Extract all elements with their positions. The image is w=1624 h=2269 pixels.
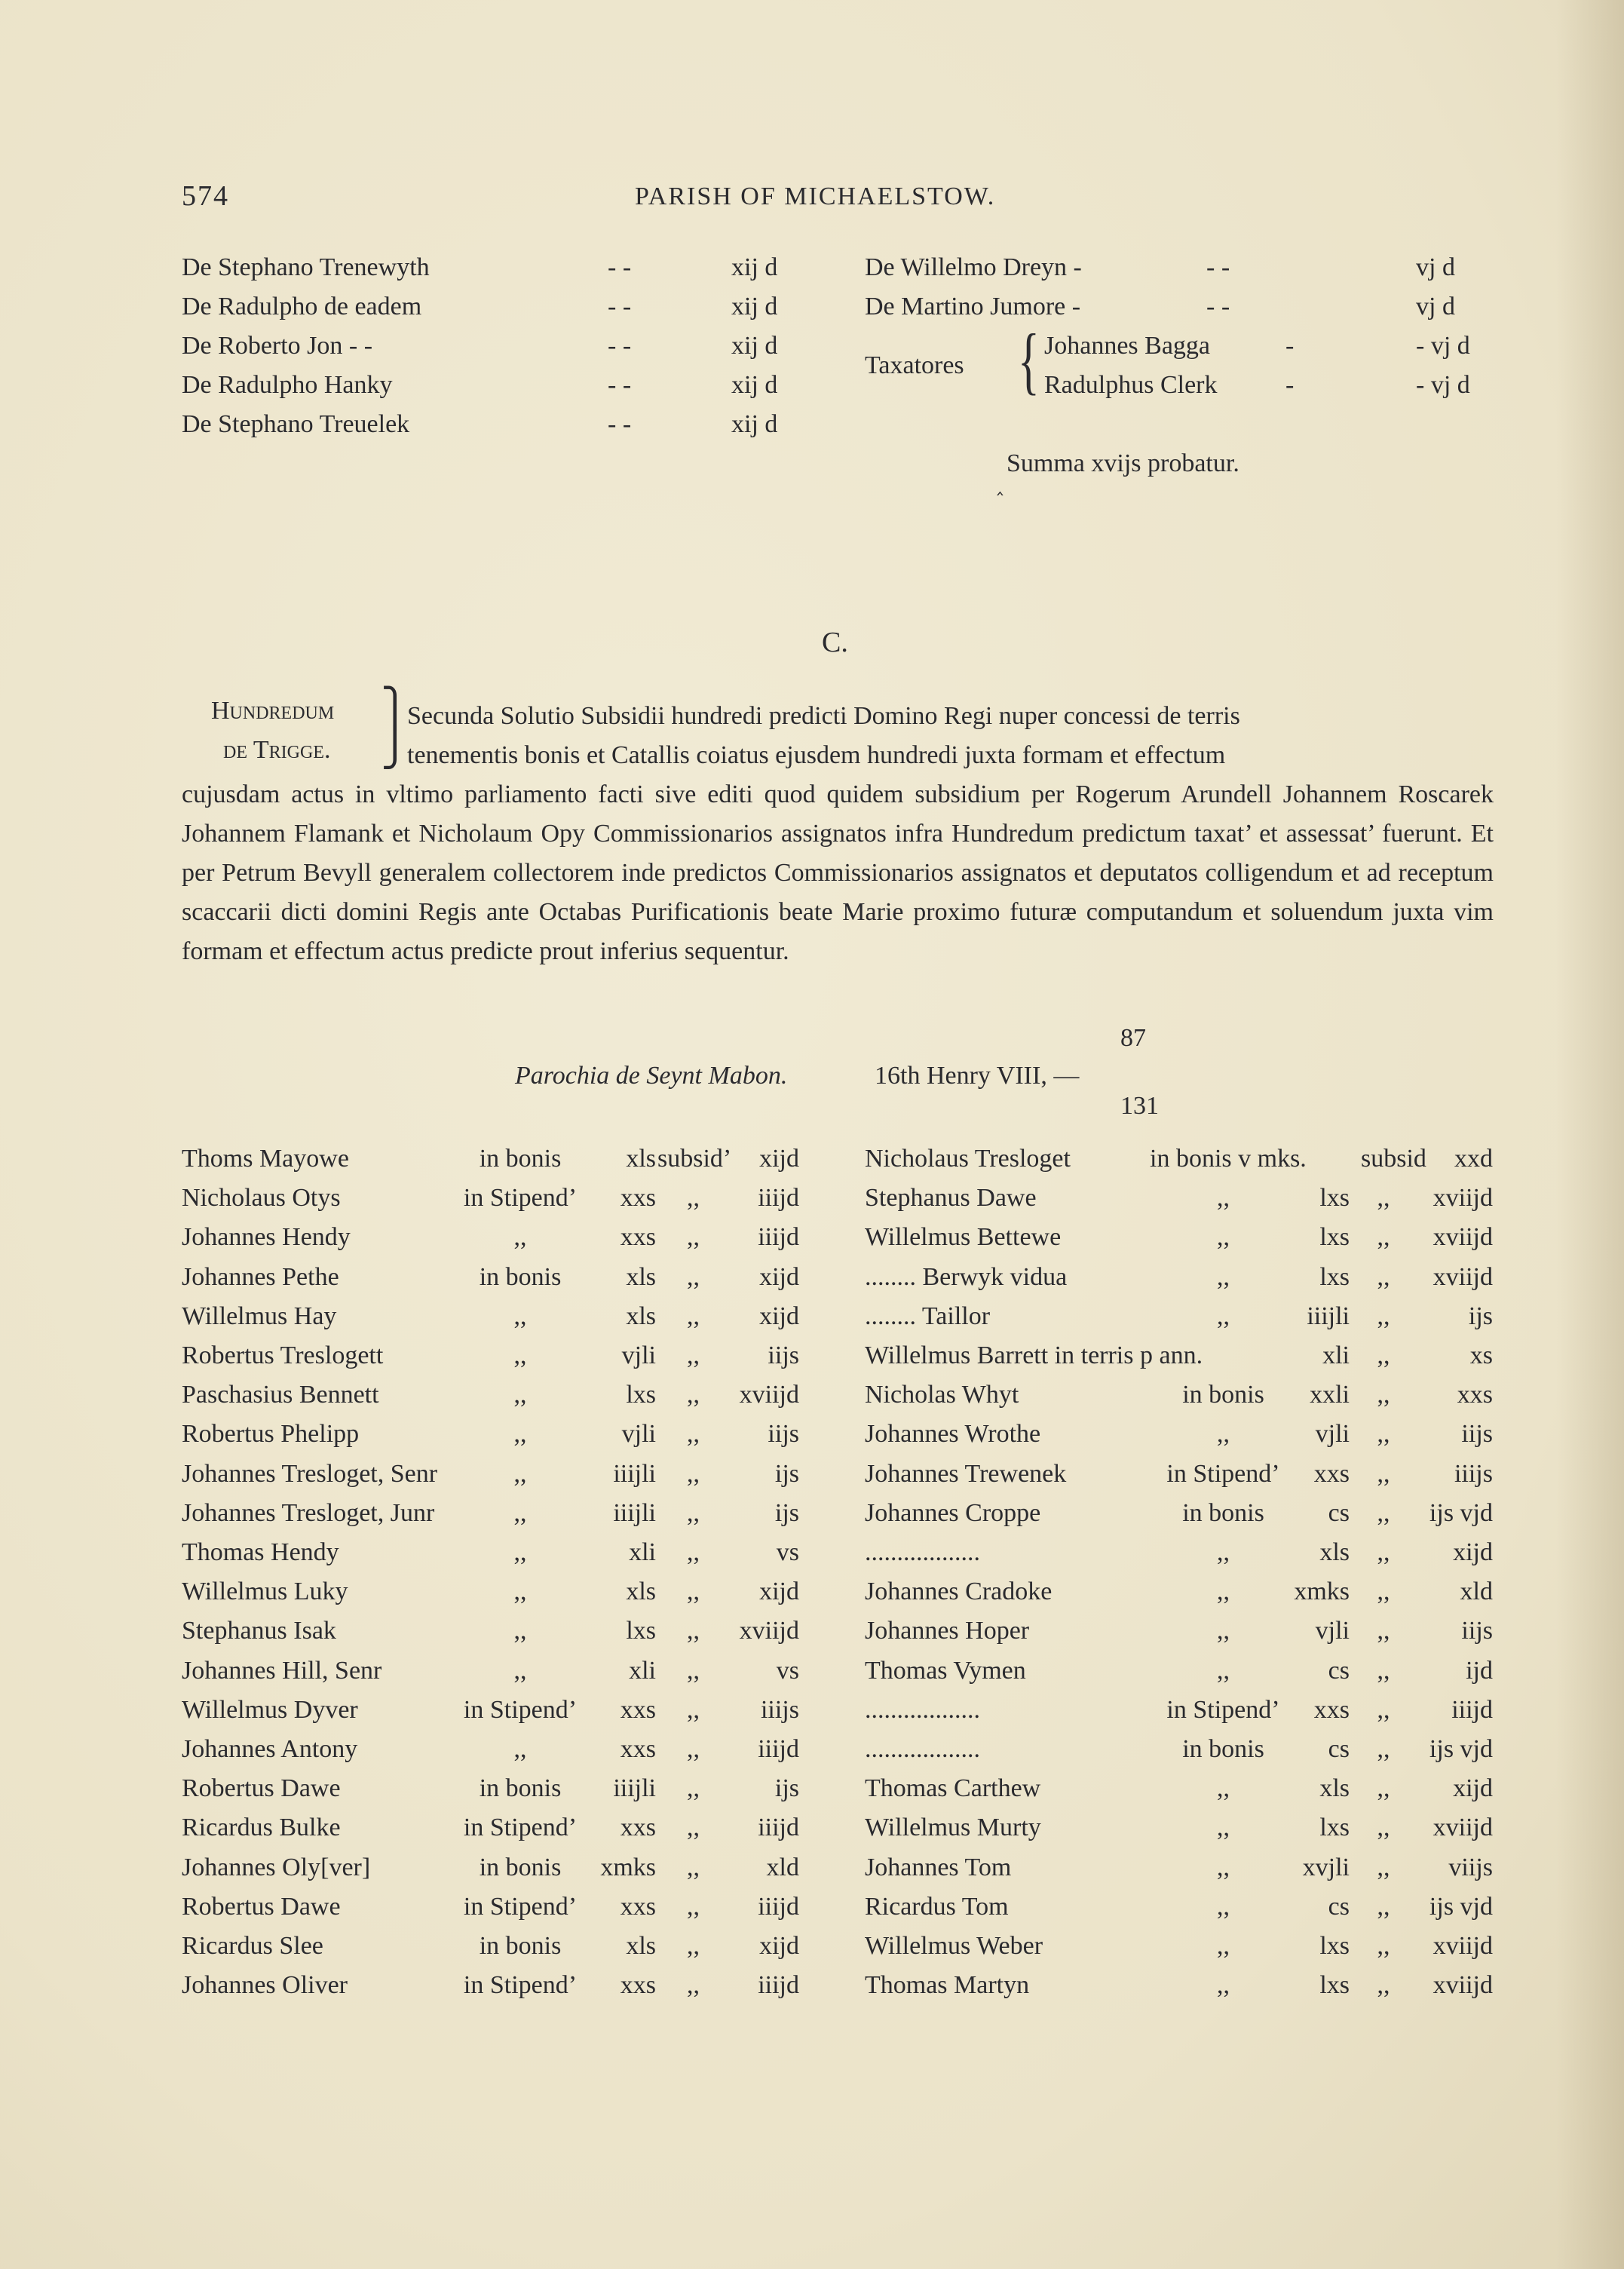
caret-mark: ‸	[997, 474, 1004, 495]
right-ledger-cell: ,,	[1217, 1420, 1230, 1449]
right-ledger-cell: ,,	[1217, 1262, 1230, 1291]
left-ledger-cell: Johannes Tresloget, Senr	[182, 1459, 438, 1488]
left-ledger-cell: iijs	[768, 1420, 799, 1449]
list-amount: - vj d	[1416, 332, 1470, 360]
paragraph-line-2: tenementis bonis et Catallis coiatus ejusdem hundredi juxta formam et effectum	[407, 741, 1226, 769]
left-ledger-cell: xli	[629, 1656, 656, 1685]
right-ledger-cell: ,,	[1217, 1971, 1230, 2000]
left-ledger-cell: ,,	[687, 1262, 700, 1291]
left-ledger-cell: xxs	[620, 1892, 656, 1921]
left-ledger-cell: ,,	[687, 1774, 700, 1803]
left-ledger-cell: vjli	[621, 1341, 656, 1369]
left-ledger-cell: ijs	[774, 1498, 799, 1527]
left-ledger-cell: lxs	[626, 1381, 656, 1409]
list-dash: - -	[608, 371, 632, 399]
left-ledger-cell: Robertus Phelipp	[182, 1420, 360, 1449]
right-ledger-cell: Thomas Martyn	[865, 1971, 1030, 2000]
list-dash: -	[1285, 371, 1295, 399]
right-ledger-cell: Nicholas Whyt	[865, 1381, 1019, 1409]
left-ledger-cell: ,,	[513, 1420, 527, 1449]
left-ledger-cell: vs	[776, 1656, 799, 1685]
left-ledger-cell: lxs	[626, 1617, 656, 1645]
right-ledger-cell: vjli	[1315, 1617, 1350, 1645]
left-ledger-cell: ,,	[687, 1459, 700, 1488]
list-amount: xij d	[731, 332, 778, 360]
right-ledger-cell: lxs	[1319, 1262, 1350, 1291]
right-ledger-cell: iiijd	[1451, 1695, 1493, 1724]
list-dash: - -	[608, 410, 632, 438]
left-ledger-cell: Thoms Mayowe	[182, 1145, 349, 1173]
left-ledger-cell: Robertus Dawe	[182, 1774, 341, 1803]
left-ledger-cell: xxs	[620, 1223, 656, 1252]
right-ledger-cell: lxs	[1319, 1814, 1350, 1842]
right-ledger-cell: ijs vjd	[1429, 1735, 1493, 1763]
left-ledger-cell: ,,	[687, 1578, 700, 1606]
left-ledger-cell: iiijli	[613, 1774, 656, 1803]
left-ledger-cell: Thomas Hendy	[182, 1538, 339, 1566]
right-ledger-cell: ..................	[865, 1735, 980, 1763]
list-dash: - -	[608, 253, 632, 281]
right-ledger-cell: ,,	[1377, 1774, 1390, 1803]
right-ledger-cell: Johannes Trewenek	[865, 1459, 1067, 1488]
left-ledger-cell: iiijd	[758, 1814, 799, 1842]
left-ledger-cell: Johannes Tresloget, Junr	[182, 1498, 435, 1527]
list-amount: xij d	[731, 371, 778, 399]
right-ledger-cell: Johannes Croppe	[865, 1498, 1041, 1527]
left-ledger-cell: Johannes Hill, Senr	[182, 1656, 382, 1685]
list-item: Johannes Bagga	[1044, 332, 1211, 360]
right-ledger-cell: ,,	[1217, 1223, 1230, 1252]
left-ledger-cell: xviijd	[739, 1381, 799, 1409]
left-ledger-cell: xli	[629, 1538, 656, 1566]
list-item: De Stephano Treuelek	[182, 410, 410, 438]
right-ledger-cell: xviijd	[1432, 1223, 1493, 1252]
right-ledger-cell: ,,	[1217, 1617, 1230, 1645]
right-ledger-cell: xviijd	[1432, 1262, 1493, 1291]
right-ledger-cell: xviijd	[1432, 1971, 1493, 2000]
right-ledger-cell: xs	[1469, 1341, 1493, 1369]
left-ledger-cell: xijd	[759, 1262, 799, 1291]
right-ledger-cell: ,,	[1377, 1735, 1390, 1763]
left-ledger-cell: ,,	[687, 1184, 700, 1213]
left-ledger-cell: Ricardus Slee	[182, 1932, 323, 1960]
right-ledger-cell: xmks	[1294, 1578, 1350, 1606]
hundredum-label-2: de Trigge.	[223, 736, 331, 764]
left-ledger-cell: iiijd	[758, 1184, 799, 1213]
right-ledger-cell: in bonis v mks.	[1150, 1145, 1307, 1173]
list-item: De Martino Jumore -	[865, 293, 1081, 320]
left-ledger-cell: ,,	[513, 1341, 527, 1369]
left-ledger-cell: vs	[776, 1538, 799, 1566]
right-ledger-cell: xviijd	[1432, 1932, 1493, 1960]
right-ledger-cell: xls	[1319, 1774, 1350, 1803]
heading-brace-top: ⎫	[381, 687, 409, 729]
left-ledger-cell: Willelmus Luky	[182, 1578, 348, 1606]
right-ledger-cell: xviijd	[1432, 1814, 1493, 1842]
left-ledger-cell: ,,	[687, 1498, 700, 1527]
page-number: 574	[182, 180, 229, 212]
right-ledger-cell: cs	[1328, 1498, 1350, 1527]
left-ledger-cell: Nicholaus Otys	[182, 1184, 341, 1213]
left-ledger-cell: ,,	[687, 1932, 700, 1960]
left-ledger-cell: xls	[626, 1932, 656, 1960]
right-ledger-cell: Stephanus Dawe	[865, 1184, 1037, 1213]
right-ledger-cell: cs	[1328, 1735, 1350, 1763]
right-ledger-cell: xxs	[1313, 1695, 1350, 1724]
list-dash: - -	[608, 293, 632, 320]
right-ledger-cell: in bonis	[1182, 1735, 1264, 1763]
right-ledger-cell: xxs	[1313, 1459, 1350, 1488]
list-amount: - vj d	[1416, 371, 1470, 399]
list-amount: vj d	[1416, 253, 1455, 281]
right-ledger-cell: ,,	[1377, 1814, 1390, 1842]
right-ledger-cell: viijs	[1448, 1853, 1493, 1881]
right-ledger-cell: ,,	[1217, 1184, 1230, 1213]
right-ledger-cell: ,,	[1377, 1498, 1390, 1527]
right-ledger-cell: ,,	[1217, 1774, 1230, 1803]
right-ledger-cell: Johannes Tom	[865, 1853, 1012, 1881]
left-ledger-cell: Ricardus Bulke	[182, 1814, 341, 1842]
left-ledger-cell: Johannes Pethe	[182, 1262, 339, 1291]
right-ledger-cell: lxs	[1319, 1971, 1350, 2000]
left-ledger-cell: in bonis	[479, 1262, 562, 1291]
right-ledger-cell: ,,	[1377, 1853, 1390, 1881]
left-ledger-cell: xxs	[620, 1695, 656, 1724]
left-ledger-cell: ,,	[687, 1617, 700, 1645]
left-ledger-cell: xls	[626, 1262, 656, 1291]
right-ledger-cell: ijs vjd	[1429, 1498, 1493, 1527]
right-ledger-cell: ,,	[1377, 1341, 1390, 1369]
left-ledger-cell: xxs	[620, 1735, 656, 1763]
left-ledger-cell: ,,	[687, 1223, 700, 1252]
right-ledger-cell: ,,	[1377, 1223, 1390, 1252]
right-ledger-cell: xld	[1460, 1578, 1493, 1606]
right-ledger-cell: Willelmus Bettewe	[865, 1223, 1062, 1252]
left-ledger-cell: in bonis	[479, 1932, 562, 1960]
left-ledger-cell: xmks	[600, 1853, 656, 1881]
left-ledger-cell: xviijd	[739, 1617, 799, 1645]
right-ledger-cell: cs	[1328, 1656, 1350, 1685]
left-ledger-cell: xxs	[620, 1814, 656, 1842]
left-ledger-cell: xls	[626, 1145, 656, 1173]
left-ledger-cell: iiijd	[758, 1223, 799, 1252]
list-amount: xij d	[731, 410, 778, 438]
right-ledger-cell: xijd	[1453, 1774, 1493, 1803]
right-ledger-cell: Willelmus Barrett in terris p ann.	[865, 1341, 1203, 1369]
right-ledger-cell: ,,	[1377, 1420, 1390, 1449]
right-ledger-cell: ........ Berwyk vidua	[865, 1262, 1068, 1291]
right-ledger-cell: ,,	[1377, 1617, 1390, 1645]
right-ledger-cell: Willelmus Murty	[865, 1814, 1041, 1842]
right-ledger-cell: xli	[1322, 1341, 1350, 1369]
left-ledger-cell: in bonis	[479, 1145, 562, 1173]
left-ledger-cell: iiijs	[760, 1695, 799, 1724]
right-ledger-cell: ,,	[1377, 1695, 1390, 1724]
left-ledger-cell: xijd	[759, 1145, 799, 1173]
left-ledger-cell: ,,	[687, 1971, 700, 2000]
right-ledger-cell: ..................	[865, 1538, 980, 1566]
left-ledger-cell: ijs	[774, 1459, 799, 1488]
parochia-regnal: 16th Henry VIII, —	[875, 1062, 1080, 1090]
left-ledger-cell: in Stipend’	[463, 1892, 578, 1921]
right-ledger-cell: lxs	[1319, 1223, 1350, 1252]
heading-brace-bottom: ⎭	[381, 726, 409, 768]
left-ledger-cell: iiijd	[758, 1971, 799, 2000]
left-ledger-cell: Paschasius Bennett	[182, 1381, 379, 1409]
right-ledger-cell: ........ Taillor	[865, 1302, 991, 1330]
right-ledger-cell: lxs	[1319, 1932, 1350, 1960]
list-dash: - -	[608, 332, 632, 360]
right-ledger-cell: iiijs	[1454, 1459, 1493, 1488]
left-ledger-cell: xls	[626, 1578, 656, 1606]
left-ledger-cell: ,,	[513, 1381, 527, 1409]
right-ledger-cell: ,,	[1217, 1538, 1230, 1566]
left-ledger-cell: xxs	[620, 1184, 656, 1213]
list-dash: -	[1285, 332, 1295, 360]
paragraph-body: cujusdam actus in vltimo parliamento facti sive editi quod quidem subsidium per Rogerum Arundell Johannem Roscarek Johannem Flamank et Nicholaum Opy Commissionarios assignatos infra Hundredum predictum taxat’ et assessat’ fuerunt. Et per Petrum Bevyll generalem collectorem inde predictos Commissionarios assignatos et deputatos colligendum et ad receptum scaccarii dicti domini Regis ante Octabas Purificationis beate Marie proximo futuræ computandum et soluendum juxta vim formam et effectum actus predicte prout inferius sequentur.	[182, 780, 1494, 965]
left-ledger-cell: iiijd	[758, 1735, 799, 1763]
page-edge-shading	[1556, 0, 1624, 2269]
right-ledger-cell: ,,	[1217, 1932, 1230, 1960]
left-ledger-cell: ,,	[687, 1853, 700, 1881]
right-ledger-cell: Johannes Cradoke	[865, 1578, 1053, 1606]
left-ledger-cell: ,,	[687, 1302, 700, 1330]
left-ledger-cell: Robertus Treslogett	[182, 1341, 384, 1369]
right-ledger-cell: xijd	[1453, 1538, 1493, 1566]
right-ledger-cell: ijs	[1468, 1302, 1493, 1330]
list-item: De Stephano Trenewyth	[182, 253, 430, 281]
right-ledger-cell: ,,	[1217, 1578, 1230, 1606]
list-item: De Radulpho Hanky	[182, 371, 393, 399]
right-ledger-cell: ..................	[865, 1695, 980, 1724]
right-ledger-cell: xvjli	[1302, 1853, 1350, 1881]
right-ledger-cell: ,,	[1377, 1459, 1390, 1488]
list-amount: xij d	[731, 293, 778, 320]
right-ledger-cell: Willelmus Weber	[865, 1932, 1043, 1960]
left-ledger-cell: Willelmus Dyver	[182, 1695, 358, 1724]
right-ledger-cell: vjli	[1315, 1420, 1350, 1449]
left-ledger-cell: xijd	[759, 1302, 799, 1330]
left-ledger-cell: Johannes Hendy	[182, 1223, 351, 1252]
right-ledger-cell: ,,	[1377, 1932, 1390, 1960]
right-ledger-cell: in bonis	[1182, 1498, 1264, 1527]
left-ledger-cell: ,,	[687, 1892, 700, 1921]
right-ledger-cell: subsid	[1361, 1145, 1426, 1173]
brace-glyph: {	[1018, 318, 1040, 402]
left-ledger-cell: ,,	[687, 1695, 700, 1724]
left-ledger-cell: ,,	[513, 1302, 527, 1330]
right-ledger-cell: in bonis	[1182, 1381, 1264, 1409]
right-ledger-cell: iijs	[1461, 1617, 1493, 1645]
list-item: De Willelmo Dreyn -	[865, 253, 1082, 281]
right-ledger-cell: ,,	[1377, 1184, 1390, 1213]
right-ledger-cell: Nicholaus Tresloget	[865, 1145, 1071, 1173]
right-ledger-cell: ,,	[1377, 1381, 1390, 1409]
left-ledger-cell: iijs	[768, 1341, 799, 1369]
right-ledger-cell: ,,	[1217, 1656, 1230, 1685]
right-ledger-cell: xls	[1319, 1538, 1350, 1566]
left-ledger-cell: iiijli	[613, 1459, 656, 1488]
right-ledger-cell: xxli	[1310, 1381, 1350, 1409]
right-ledger-cell: Thomas Carthew	[865, 1774, 1041, 1803]
right-ledger-cell: ,,	[1377, 1656, 1390, 1685]
list-amount: vj d	[1416, 293, 1455, 320]
right-ledger-cell: ,,	[1377, 1578, 1390, 1606]
right-ledger-cell: ,,	[1377, 1302, 1390, 1330]
list-item: De Roberto Jon - -	[182, 332, 373, 360]
list-item: Radulphus Clerk	[1044, 371, 1218, 399]
hundredum-label-1: Hundredum	[211, 697, 335, 725]
section-letter: C.	[822, 627, 848, 658]
right-ledger-cell: ijd	[1466, 1656, 1493, 1685]
right-ledger-cell: xxs	[1457, 1381, 1493, 1409]
right-ledger-cell: in Stipend’	[1166, 1459, 1280, 1488]
right-ledger-cell: ,,	[1377, 1262, 1390, 1291]
right-ledger-cell: Ricardus Tom	[865, 1892, 1009, 1921]
right-ledger-cell: lxs	[1319, 1184, 1350, 1213]
list-item: De Radulpho de eadem	[182, 293, 422, 320]
right-ledger-cell: cs	[1328, 1892, 1350, 1921]
left-ledger-cell: ,,	[513, 1538, 527, 1566]
left-ledger-cell: subsid’	[657, 1145, 732, 1173]
left-ledger-cell: xld	[766, 1853, 799, 1881]
right-ledger-cell: ,,	[1217, 1302, 1230, 1330]
left-ledger-cell: ,,	[687, 1341, 700, 1369]
right-ledger-cell: iijs	[1461, 1420, 1493, 1449]
left-ledger-cell: iiijd	[758, 1892, 799, 1921]
right-ledger-cell: ,,	[1217, 1814, 1230, 1842]
left-ledger-cell: vjli	[621, 1420, 656, 1449]
left-ledger-cell: iiijli	[613, 1498, 656, 1527]
list-amount: xij d	[731, 253, 778, 281]
right-ledger-cell: ,,	[1377, 1892, 1390, 1921]
left-ledger-cell: in bonis	[479, 1774, 562, 1803]
left-ledger-cell: ,,	[687, 1735, 700, 1763]
left-ledger-cell: ,,	[687, 1656, 700, 1685]
right-ledger-cell: Johannes Wrothe	[865, 1420, 1041, 1449]
left-ledger-cell: Johannes Oly[ver]	[182, 1853, 371, 1881]
list-dash: - -	[1206, 293, 1230, 320]
left-ledger-cell: Johannes Antony	[182, 1735, 358, 1763]
left-ledger-cell: ,,	[687, 1381, 700, 1409]
right-ledger-cell: ,,	[1217, 1892, 1230, 1921]
right-ledger-cell: ijs vjd	[1429, 1892, 1493, 1921]
left-ledger-cell: ijs	[774, 1774, 799, 1803]
left-ledger-cell: ,,	[513, 1459, 527, 1488]
left-ledger-cell: xxs	[620, 1971, 656, 2000]
left-ledger-cell: ,,	[513, 1223, 527, 1252]
parochia-title: Parochia de Seynt Mabon.	[515, 1062, 788, 1090]
left-ledger-cell: xijd	[759, 1932, 799, 1960]
left-ledger-cell: ,,	[687, 1814, 700, 1842]
paragraph-line-1: Secunda Solutio Subsidii hundredi predicti Domino Regi nuper concessi de terris	[407, 702, 1240, 730]
left-ledger-cell: ,,	[513, 1735, 527, 1763]
left-ledger-cell: Johannes Oliver	[182, 1971, 348, 2000]
left-ledger-cell: Stephanus Isak	[182, 1617, 336, 1645]
left-ledger-cell: ,,	[513, 1498, 527, 1527]
fraction-denominator: 131	[1120, 1092, 1159, 1120]
taxatores-label: Taxatores	[865, 351, 964, 379]
right-ledger-cell: iiijli	[1307, 1302, 1350, 1330]
left-ledger-cell: in Stipend’	[463, 1184, 578, 1213]
right-ledger-cell: ,,	[1377, 1538, 1390, 1566]
left-ledger-cell: ,,	[513, 1617, 527, 1645]
right-ledger-cell: xxd	[1454, 1145, 1493, 1173]
left-ledger-cell: in bonis	[479, 1853, 562, 1881]
summa-line: Summa xvijs probatur.	[1007, 449, 1239, 477]
right-ledger-cell: ,,	[1217, 1853, 1230, 1881]
left-ledger-cell: ,,	[687, 1538, 700, 1566]
fraction-numerator: 87	[1120, 1024, 1146, 1052]
left-ledger-cell: Willelmus Hay	[182, 1302, 337, 1330]
left-ledger-cell: ,,	[513, 1656, 527, 1685]
left-ledger-cell: xijd	[759, 1578, 799, 1606]
left-ledger-cell: in Stipend’	[463, 1814, 578, 1842]
left-ledger-cell: Robertus Dawe	[182, 1892, 341, 1921]
page-title: PARISH OF MICHAELSTOW.	[635, 182, 996, 210]
left-ledger-cell: ,,	[687, 1420, 700, 1449]
right-ledger-cell: in Stipend’	[1166, 1695, 1280, 1724]
left-ledger-cell: ,,	[513, 1578, 527, 1606]
right-ledger-cell: xviijd	[1432, 1184, 1493, 1213]
right-ledger-cell: Thomas Vymen	[865, 1656, 1026, 1685]
right-ledger-cell: Johannes Hoper	[865, 1617, 1030, 1645]
right-ledger-cell: ,,	[1377, 1971, 1390, 2000]
left-ledger-cell: in Stipend’	[463, 1971, 578, 2000]
left-ledger-cell: xls	[626, 1302, 656, 1330]
list-dash: - -	[1206, 253, 1230, 281]
left-ledger-cell: in Stipend’	[463, 1695, 578, 1724]
